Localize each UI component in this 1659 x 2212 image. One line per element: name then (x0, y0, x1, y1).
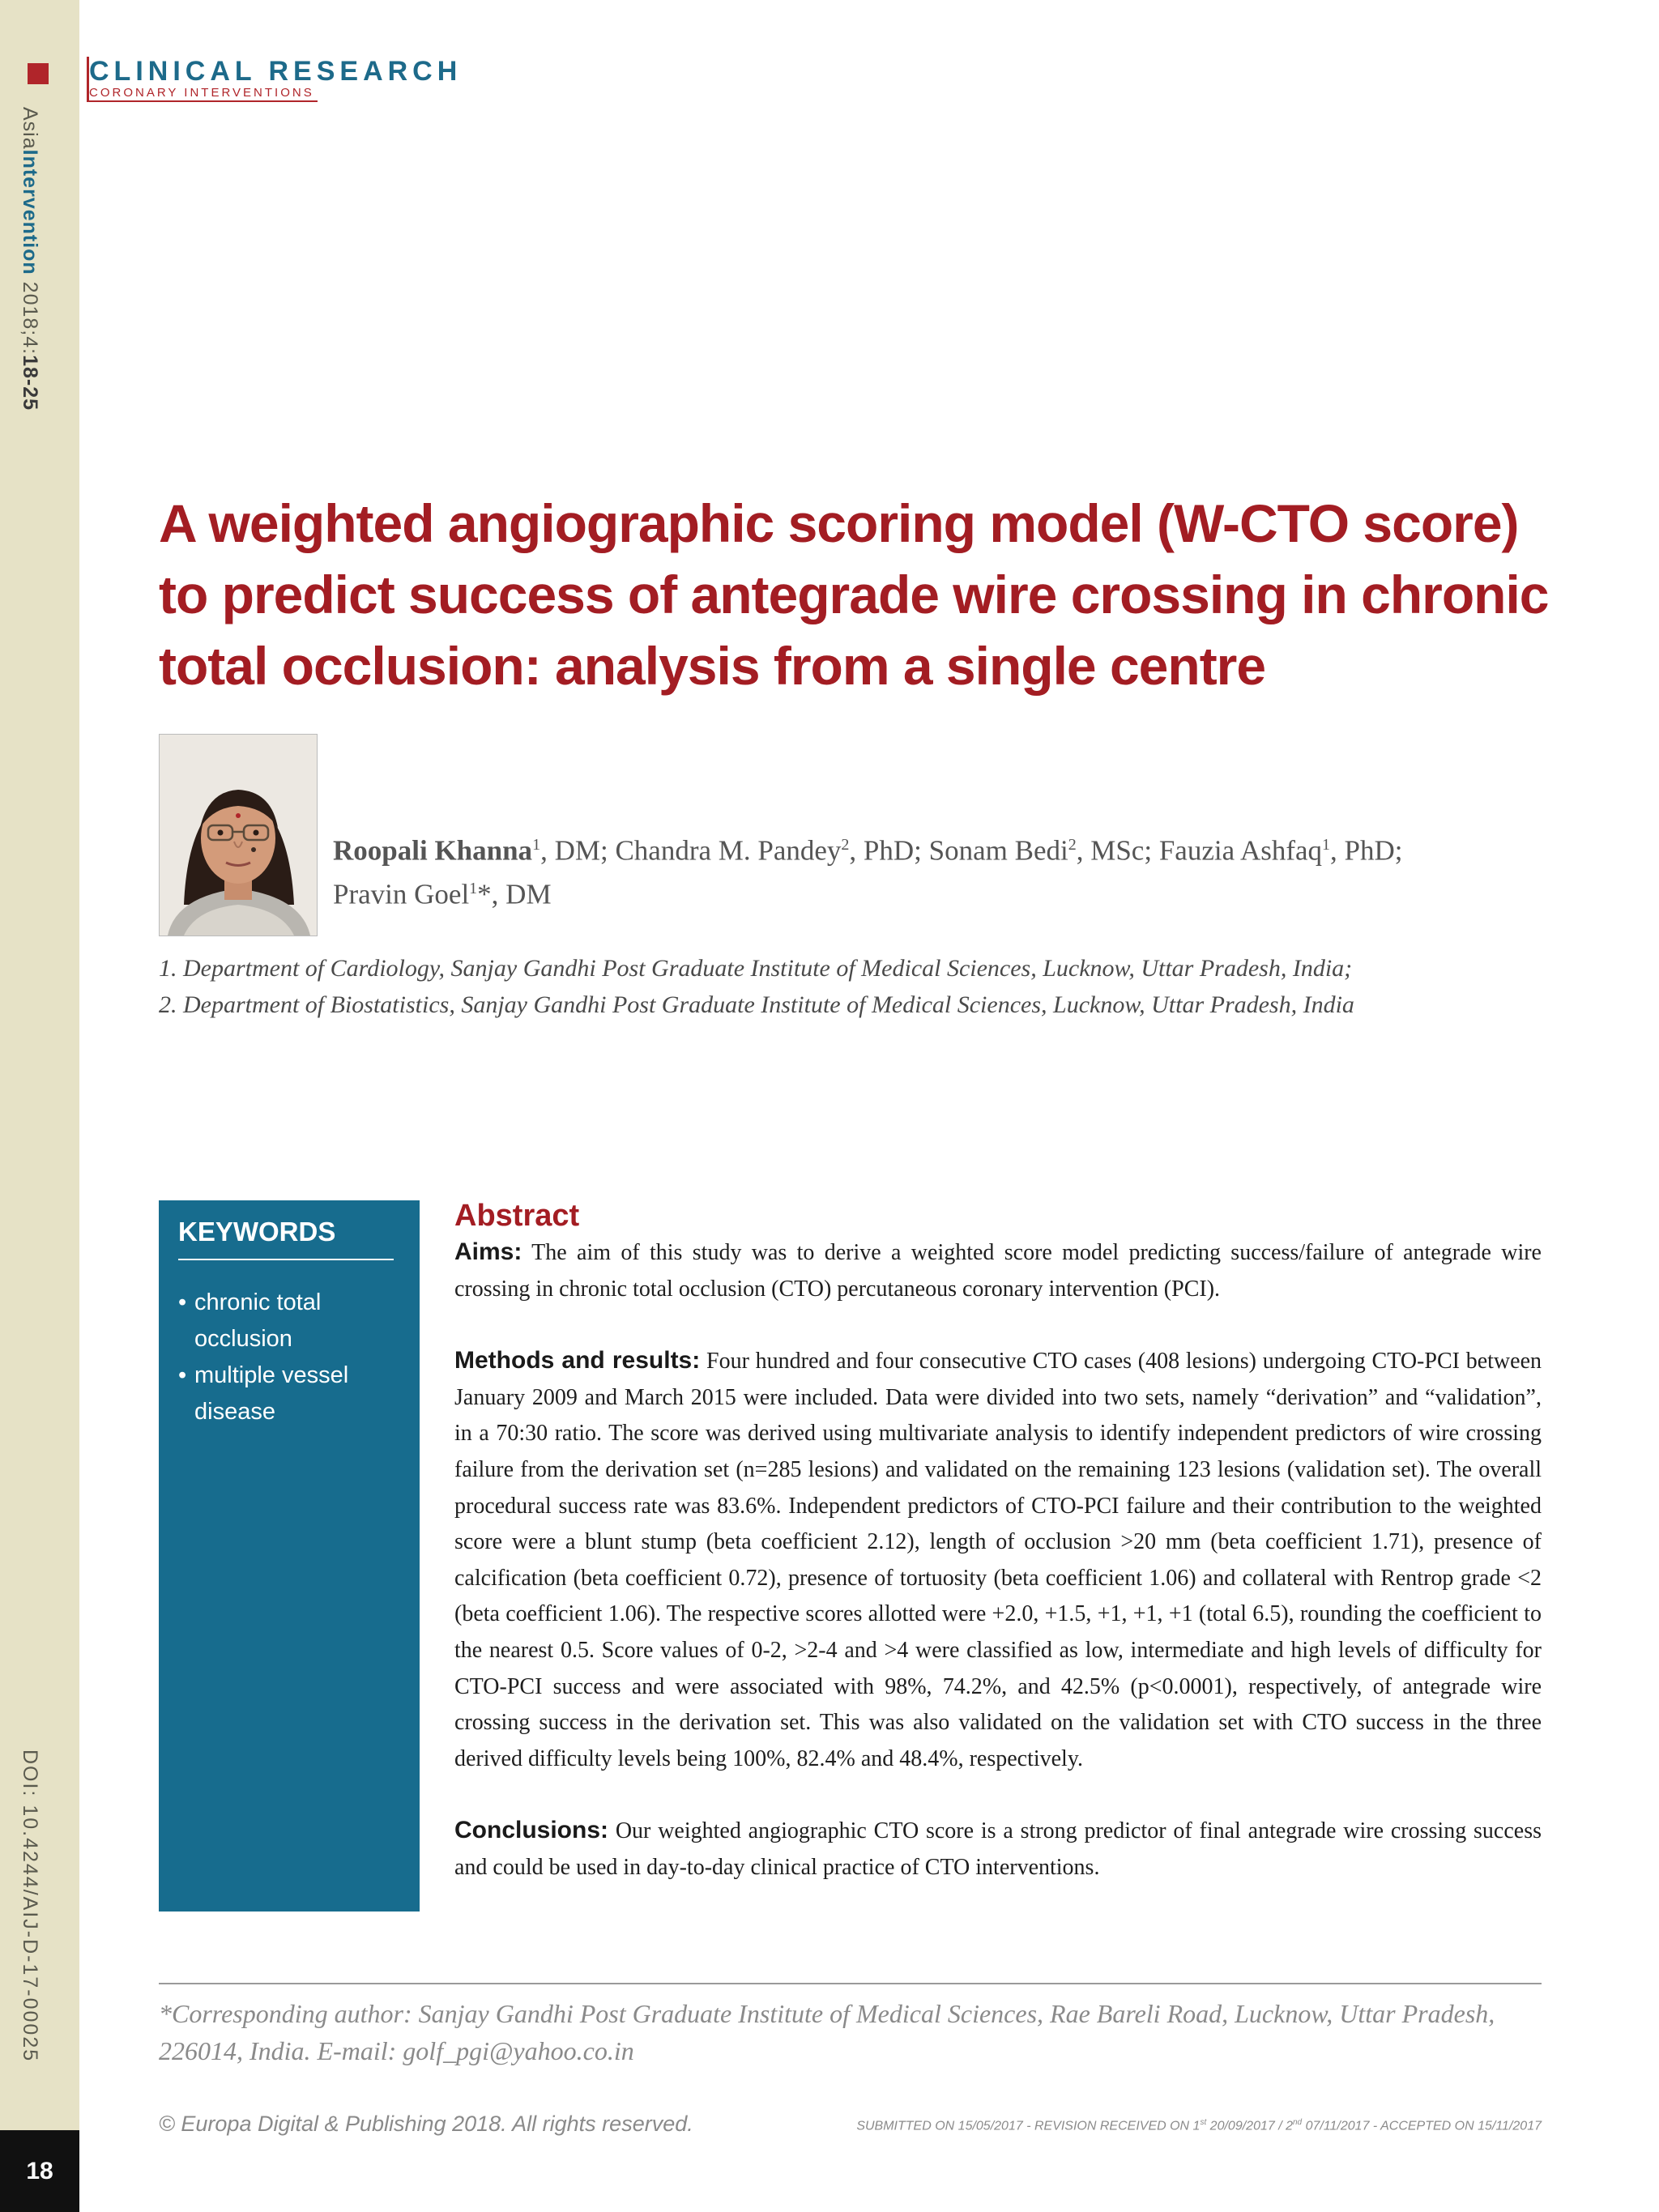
author-name: Chandra M. Pandey (615, 834, 842, 867)
affiliations (159, 950, 1552, 1023)
methods-label: Methods and results: (454, 1347, 701, 1375)
affiliation-line: 1. Department of Cardiology, Sanjay Gandhi Post Graduate Institute of Medical Sciences, Lucknow, Uttar Pradesh, India; (159, 955, 1353, 982)
journal-name-bold: Intervention (19, 149, 41, 275)
abstract-aims: Aims: The aim of this study was to derive a weighted score model predicting success/failure of antegrade wire crossing in chronic total occlusion (CTO) percutaneous coronary intervention (PCI). (454, 1238, 1542, 1302)
keywords-title: KEYWORDS (178, 1217, 394, 1260)
copyright-notice: © Europa Digital & Publishing 2018. All rights reserved. (159, 2112, 693, 2136)
abstract-heading: Abstract (454, 1199, 580, 1233)
journal-name-light: Asia (19, 107, 41, 150)
journal-sidebar (0, 0, 79, 2212)
journal-citation: 2018;4: (19, 281, 41, 356)
aims-label: Aims: (454, 1238, 522, 1265)
section-title: CLINICAL RESEARCH (89, 56, 463, 87)
author-list: Roopali Khanna$^1$, DM; Chandra M. Pandey$^2$, PhD; Sonam Bedi$^2$, MSc; Fauzia Ashfaq$^1$, PhD; Pravin Goel$^1$*, DM (333, 834, 1403, 910)
author-photo (159, 734, 318, 936)
keywords-list (178, 1285, 405, 1430)
page-number: 18 (0, 2130, 79, 2212)
section-subtitle: CORONARY INTERVENTIONS (89, 86, 318, 102)
bullet-icon: • (178, 1289, 187, 1315)
author-name: Pravin Goel (333, 878, 470, 910)
doi-link[interactable]: DOI: 10.4244/AIJ-D-17-00025 (19, 1750, 41, 2063)
affiliation-line: 2. Department of Biostatistics, Sanjay Gandhi Post Graduate Institute of Medical Sciences, Lucknow, Uttar Pradesh, India (159, 991, 1354, 1018)
keyword-item: • multiple vessel disease (178, 1357, 405, 1430)
keyword-item: • chronic total occlusion (178, 1285, 405, 1357)
section-marker-square (28, 63, 49, 84)
journal-citation-vertical (18, 107, 41, 411)
author-name: Roopali Khanna (333, 834, 533, 867)
conclusions-label: Conclusions: (454, 1817, 609, 1844)
abstract-methods-results: Methods and results: Four hundred and four consecutive CTO cases (408 lesions) undergoing CTO-PCI between January 2009 and March 2015 were included. Data were divided into two sets, namely “derivation” and “validation”, in a 70:30 ratio. The score was derived using multivariate analysis to identify independent predictors of wire crossing failure from the derivation set (n=285 lesions) and validated on the remaining 123 lesions (validation set). The overall procedural success rate was 83.6%. Independent predictors of CTO-PCI failure and their contribution to the weighted score were a blunt stump (beta coefficient 2.12), length of occlusion >20 mm (beta coefficient 1.71), presence of calcification (beta coefficient 0.72), presence of tortuosity (beta coefficient 1.06) and collateral with Rentrop grade <2 (beta coefficient 1.06). The respective scores allotted were +2.0, +1.5, +1, +1, +1 (total 6.5), rounding the coefficient to the nearest 0.5. Score values of 0-2, >2-4 and >4 were classified as low, intermediate and high levels of difficulty for CTO-PCI success and were associated with 98%, 74.2%, and 42.5% (p<0.0001), respectively, of antegrade wire crossing success in the derivation set. This was also validated on the validation set with CTO success in the three derived difficulty levels being 100%, 82.4% and 48.4%, respectively. (454, 1347, 1542, 1771)
footer-divider (159, 1983, 1542, 1984)
article-title: A weighted angiographic scoring model (W-CTO score) to predict success of antegrade wire crossing in chronic total occlusion: analysis from a single centre (159, 493, 1549, 696)
author-name: Fauzia Ashfaq (1158, 834, 1323, 867)
section-header-rule (87, 57, 89, 102)
keywords-panel (159, 1200, 420, 1912)
journal-pages: 18-25 (19, 355, 41, 411)
section-header (89, 57, 462, 102)
author-name: Sonam Bedi (928, 834, 1068, 867)
submission-dates: SUBMITTED ON 15/05/2017 - REVISION RECEIVED ON 1st 20/09/2017 / 2nd 07/11/2017 - ACCEPTED ON 15/11/2017 (856, 2118, 1542, 2133)
corresponding-author: *Corresponding author: Sanjay Gandhi Post Graduate Institute of Medical Sciences, Rae Bareli Road, Lucknow, Uttar Pradesh, 226014, India. E-mail: golf_pgi@yahoo.co.in (159, 1999, 1495, 2065)
author-portrait-illustration (160, 735, 317, 936)
abstract-conclusions: Conclusions: Our weighted angiographic CTO score is a strong predictor of final antegrade wire crossing success and could be used in day-to-day clinical practice of CTO interventions. (454, 1817, 1542, 1880)
bullet-icon: • (178, 1362, 187, 1388)
abstract-section (454, 1197, 1542, 1922)
